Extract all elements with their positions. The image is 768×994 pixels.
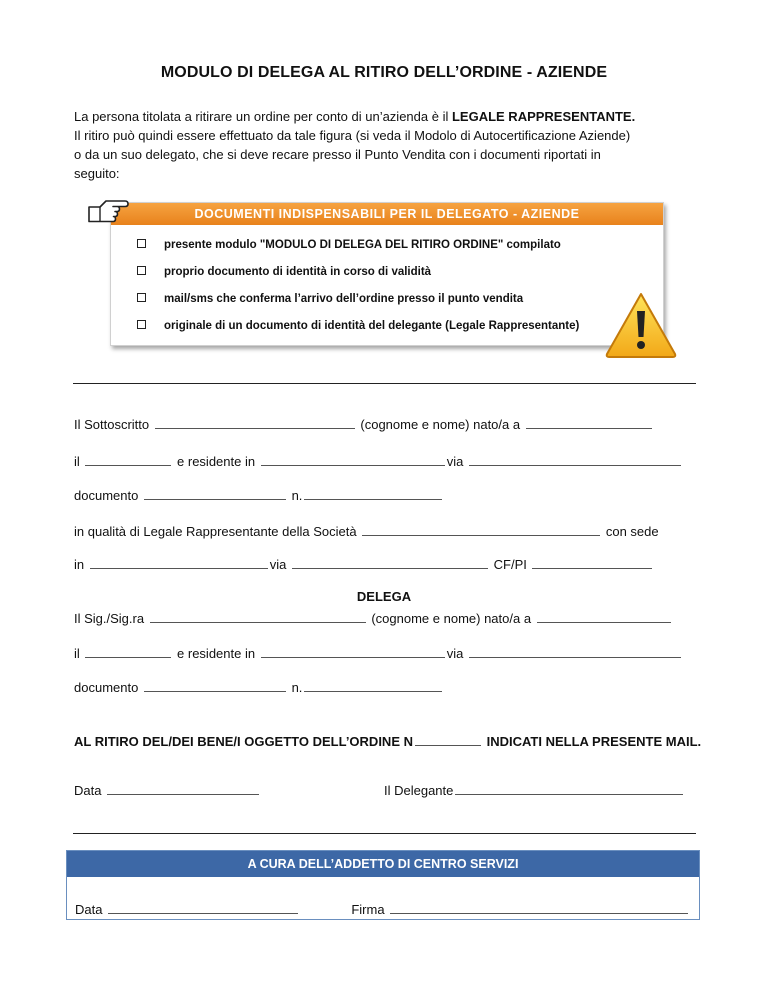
delega-row-residenza: il e residente in via bbox=[74, 645, 683, 661]
sottoscritto-residence-field[interactable] bbox=[261, 453, 445, 466]
form-row-sede: in via CF/PI bbox=[74, 556, 654, 572]
delega-row-name: Il Sig./Sig.ra (cognome e nome) nato/a a bbox=[74, 610, 673, 626]
staff-date-field[interactable] bbox=[108, 901, 298, 914]
intro-line-1: La persona titolata a ritirare un ordine per conto di un’azienda è il bbox=[74, 109, 452, 124]
staff-section bbox=[66, 850, 700, 920]
intro-line-2: Il ritiro può quindi essere effettuato da tale figura (si veda il Modolo di Autocertificazione Aziende) bbox=[74, 128, 631, 143]
staff-section-header: A CURA DELL’ADDETTO DI CENTRO SERVIZI bbox=[67, 851, 699, 877]
document-item: presente modulo "MODULO DI DELEGA DEL RITIRO ORDINE" compilato bbox=[137, 239, 561, 251]
pointing-hand-icon bbox=[86, 196, 130, 226]
ritiro-statement: AL RITIRO DEL/DEI BENE/I OGGETTO DELL’ORDINE N INDICATI NELLA PRESENTE MAIL. bbox=[74, 734, 702, 749]
form-row-sottoscritto: Il Sottoscritto (cognome e nome) nato/a a bbox=[74, 416, 654, 432]
delegate-document-number-field[interactable] bbox=[304, 679, 442, 692]
delegate-birthplace-field[interactable] bbox=[537, 610, 671, 623]
delegante-signature-field[interactable] bbox=[455, 782, 683, 795]
company-name-field[interactable] bbox=[362, 523, 600, 536]
documents-box bbox=[110, 202, 664, 346]
order-number-field[interactable] bbox=[415, 733, 481, 746]
staff-signature-field[interactable] bbox=[390, 901, 688, 914]
delegante-row: Il Delegante bbox=[384, 782, 685, 798]
form-row-documento: documento n. bbox=[74, 487, 444, 503]
sottoscritto-street-field[interactable] bbox=[469, 453, 681, 466]
document-item: proprio documento di identità in corso di validità bbox=[137, 266, 431, 278]
form-row-societa: in qualità di Legale Rappresentante della Società con sede bbox=[74, 524, 659, 539]
page-title: MODULO DI DELEGA AL RITIRO DELL’ORDINE - AZIENDE bbox=[160, 64, 608, 81]
company-city-field[interactable] bbox=[90, 556, 268, 569]
staff-row: Data Firma bbox=[75, 901, 690, 917]
sottoscritto-birthplace-field[interactable] bbox=[526, 416, 652, 429]
intro-line-4: seguito: bbox=[74, 166, 120, 181]
signature-row: Data bbox=[74, 782, 261, 798]
sottoscritto-document-number-field[interactable] bbox=[304, 487, 442, 500]
warning-icon bbox=[604, 291, 678, 359]
sottoscritto-document-field[interactable] bbox=[144, 487, 286, 500]
intro-legale-rappresentante: LEGALE RAPPRESENTANTE. bbox=[451, 109, 636, 124]
company-vat-field[interactable] bbox=[532, 556, 652, 569]
documents-box-header: DOCUMENTI INDISPENSABILI PER IL DELEGATO - AZIENDE bbox=[111, 203, 663, 225]
intro-paragraph bbox=[74, 107, 704, 183]
delega-title: DELEGA bbox=[356, 589, 412, 604]
checkbox-icon bbox=[137, 320, 146, 329]
delegate-street-field[interactable] bbox=[469, 645, 681, 658]
document-item: mail/sms che conferma l’arrivo dell’ordine presso il punto vendita bbox=[137, 293, 523, 305]
delegate-residence-field[interactable] bbox=[261, 645, 445, 658]
checkbox-icon bbox=[137, 266, 146, 275]
sottoscritto-birthdate-field[interactable] bbox=[85, 453, 171, 466]
form-row-residenza: il e residente in via bbox=[74, 453, 683, 469]
company-street-field[interactable] bbox=[292, 556, 488, 569]
section-divider bbox=[73, 383, 696, 384]
section-divider bbox=[73, 833, 696, 834]
sottoscritto-name-field[interactable] bbox=[155, 416, 355, 429]
delegate-document-field[interactable] bbox=[144, 679, 286, 692]
checkbox-icon bbox=[137, 293, 146, 302]
document-item: originale di un documento di identità del delegante (Legale Rappresentante) bbox=[137, 320, 579, 332]
delegate-name-field[interactable] bbox=[150, 610, 366, 623]
signature-date-field[interactable] bbox=[107, 782, 259, 795]
delegate-birthdate-field[interactable] bbox=[85, 645, 171, 658]
intro-line-3: o da un suo delegato, che si deve recare presso il Punto Vendita con i documenti riportati in bbox=[74, 147, 601, 162]
delega-row-documento: documento n. bbox=[74, 679, 444, 695]
checkbox-icon bbox=[137, 239, 146, 248]
